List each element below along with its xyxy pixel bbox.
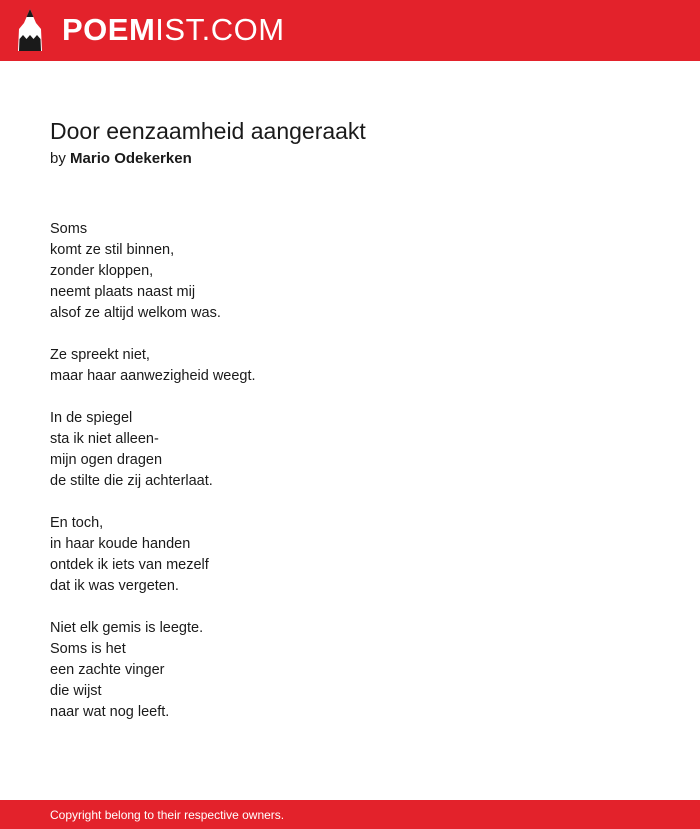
pencil-tip-icon[interactable] <box>17 9 43 51</box>
poem-line: dat ik was vergeten. <box>50 578 179 594</box>
site-header <box>0 0 700 61</box>
poem-line: komt ze stil binnen, <box>50 242 175 258</box>
poem-line: In de spiegel <box>50 410 133 426</box>
poem-line: in haar koude handen <box>50 536 191 552</box>
poem-line: Ze spreekt niet, <box>50 347 150 363</box>
poem-line: sta ik niet alleen- <box>50 431 159 447</box>
stanza <box>50 219 256 324</box>
poem-line: die wijst <box>50 683 102 699</box>
poem-line: mijn ogen dragen <box>50 452 163 468</box>
site-logo[interactable] <box>62 12 285 48</box>
poem-line: alsof ze altijd welkom was. <box>50 305 221 321</box>
poem-line: naar wat nog leeft. <box>50 704 170 720</box>
poem-line: zonder kloppen, <box>50 263 154 279</box>
by-label: by <box>50 150 66 167</box>
stanza <box>50 345 256 387</box>
poem-line: ontdek ik iets van mezelf <box>50 557 209 573</box>
copyright-text: Copyright belong to their respective owners. <box>50 808 285 822</box>
poem-title: Door eenzaamheid aangeraakt <box>50 118 366 144</box>
poem-line: Soms is het <box>50 641 126 657</box>
logo-text-bold: POEM <box>62 12 156 47</box>
poem-line: Niet elk gemis is leegte. <box>50 620 204 636</box>
poem-line: Soms <box>50 221 88 237</box>
poem-line: En toch, <box>50 515 104 531</box>
author-name: Mario Odekerken <box>70 150 192 167</box>
poem-line: maar haar aanwezigheid weegt. <box>50 368 256 384</box>
site-footer <box>0 800 700 829</box>
poem-line: neemt plaats naast mij <box>50 284 196 300</box>
stanza <box>50 618 256 723</box>
byline <box>50 149 192 169</box>
stanza <box>50 408 256 492</box>
stanza <box>50 513 256 597</box>
poem-body <box>50 219 256 744</box>
poem-line: de stilte die zij achterlaat. <box>50 473 213 489</box>
logo-text-light: IST.COM <box>155 12 285 47</box>
poem-line: een zachte vinger <box>50 662 165 678</box>
